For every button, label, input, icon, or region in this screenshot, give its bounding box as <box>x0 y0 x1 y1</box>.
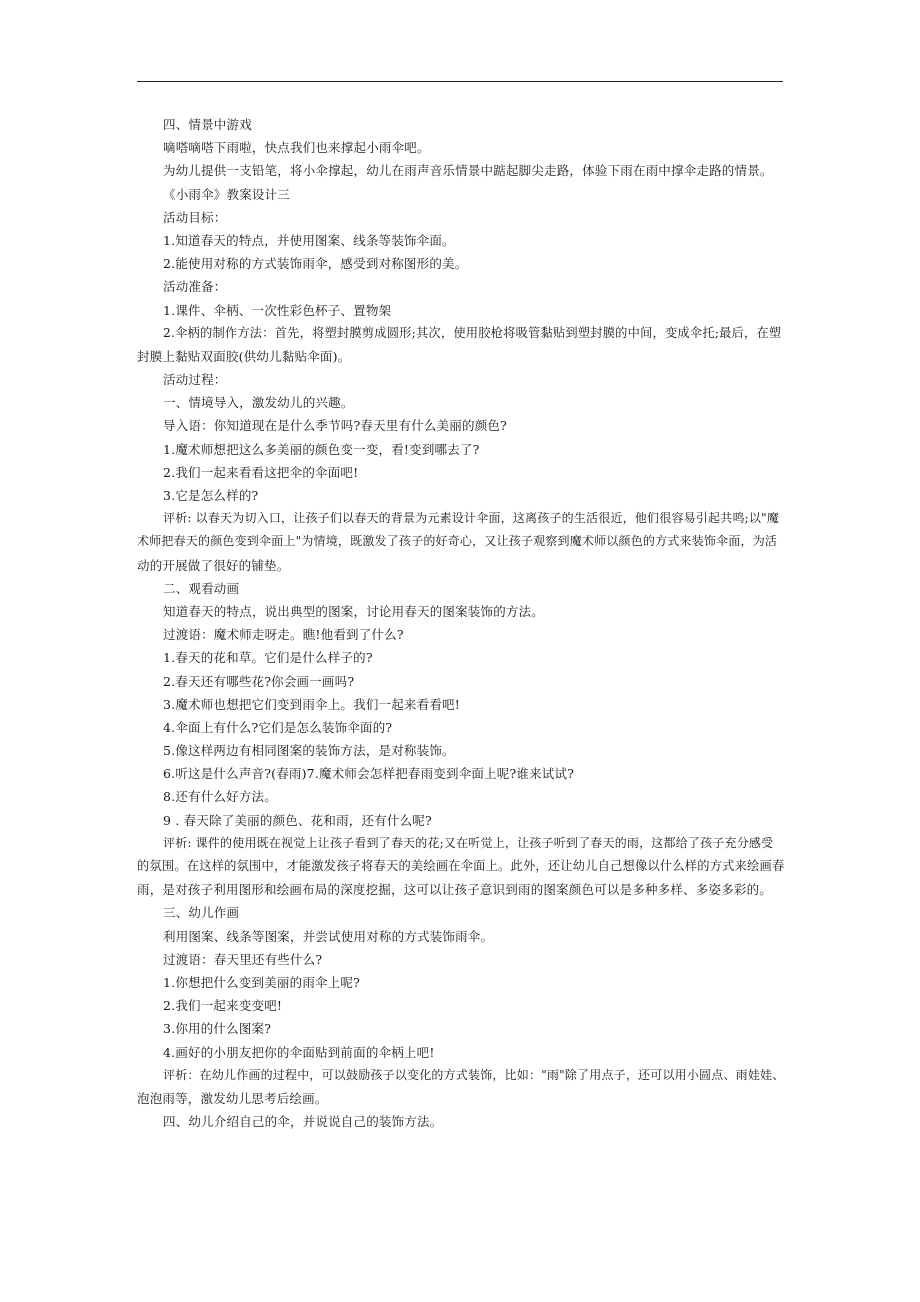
section-heading: 四、情景中游戏 <box>163 117 252 132</box>
text-line: 过渡语：春天里还有些什么? <box>163 951 323 967</box>
text-line: 导入语：你知道现在是什么季节吗?春天里有什么美丽的颜色? <box>163 418 508 434</box>
list-item: 3.它是怎么样的? <box>163 488 259 503</box>
list-item: 1.春天的花和草。它们是什么样子的? <box>163 650 373 666</box>
list-item: 4.伞面上有什么?它们是怎么装饰伞面的? <box>163 719 393 735</box>
comment-continuation: 动的开展做了很好的铺垫。 <box>137 557 290 573</box>
header-rule <box>137 81 783 82</box>
list-item: 6.听这是什么声音?(春雨)7.魔术师会怎样把春雨变到伞面上呢?谁来试试? <box>163 766 575 782</box>
comment-paragraph: 评析：在幼儿作画的过程中，可以鼓励孩子以变化的方式装饰，比如："雨"除了用点子，还可以用小圆点、雨娃娃、 <box>163 1067 785 1082</box>
list-item: 1.你想把什么变到美丽的雨伞上呢? <box>163 974 361 990</box>
document-body <box>137 113 785 1133</box>
list-item: 9 . 春天除了美丽的颜色、花和雨，还有什么呢? <box>163 812 432 828</box>
text-line: 活动准备： <box>163 279 227 295</box>
comment-continuation: 泡泡雨等，激发幼儿思考后绘画。 <box>137 1090 328 1106</box>
text-line: 知道春天的特点，说出典型的图案，讨论用春天的图案装饰的方法。 <box>163 603 545 619</box>
text-line: 过渡语：魔术师走呀走。瞧!他看到了什么? <box>163 627 404 643</box>
section-heading: 四、幼儿介绍自己的伞，并说说自己的装饰方法。 <box>163 1114 443 1130</box>
comment-paragraph: 评析: 以春天为切入口，让孩子们以春天的背景为元素设计伞面，这离孩子的生活很近，他们很容易引起共鸣;以"魔 <box>163 511 780 526</box>
list-item: 1.课件、伞柄、一次性彩色杯子、置物架 <box>163 302 392 318</box>
list-item: 2.伞柄的制作方法：首先，将塑封膜剪成圆形;其次，使用胶枪将吸管黏贴到塑封膜的中间，变成伞托;最后，在塑 <box>163 325 782 340</box>
list-item: 4.画好的小朋友把你的伞面贴到前面的伞柄上吧! <box>163 1044 435 1060</box>
list-item: 2.春天还有哪些花?你会画一画吗? <box>163 673 355 689</box>
list-item: 1.魔术师想把这么多美丽的颜色变一变，看!变到哪去了? <box>163 441 480 457</box>
list-item: 2.我们一起来看看这把伞的伞面吧! <box>163 464 359 480</box>
list-item: 2.我们一起来变变吧! <box>163 998 283 1014</box>
section-heading: 二、观看动画 <box>163 580 240 596</box>
text-line: 利用图案、线条等图案，并尝试使用对称的方式装饰雨伞。 <box>163 928 494 944</box>
text-line: 活动过程： <box>163 372 227 388</box>
comment-paragraph: 评析: 课件的使用既在视觉上让孩子看到了春天的花;又在听觉上，让孩子听到了春天的雨，这都给了孩子充分感受 <box>163 835 774 850</box>
list-item: 3.你用的什么图案? <box>163 1021 272 1037</box>
list-item: 2.能使用对称的方式装饰雨伞，感受到对称图形的美。 <box>163 256 468 272</box>
list-item: 5.像这样两边有相同图案的装饰方法，是对称装饰。 <box>163 743 455 759</box>
text-line: 活动目标： <box>163 209 227 225</box>
list-item: 8.还有什么好方法。 <box>163 789 277 805</box>
text-line: 为幼儿提供一支铅笔，将小伞撑起，幼儿在雨声音乐情景中踮起脚尖走路，体验下雨在雨中撑伞走路的情景。 <box>163 163 773 179</box>
section-heading: 一、情境导入，激发幼儿的兴趣。 <box>163 395 354 411</box>
section-heading: 三、幼儿作画 <box>163 905 240 921</box>
list-item: 3.魔术师也想把它们变到雨伞上。我们一起来看看吧! <box>163 696 460 712</box>
list-item-continuation: 封膜上黏贴双面胶(供幼儿黏贴伞面)。 <box>137 348 351 364</box>
comment-continuation: 术师把春天的颜色变到伞面上"为情境，既激发了孩子的好奇心，又让孩子观察到魔术师以颜色的方式来装饰伞面，为活 <box>137 534 778 549</box>
comment-continuation: 的氛围。在这样的氛围中，才能激发孩子将春天的美绘画在伞面上。此外，还让幼儿自己想像以什么样的方式来绘画春 <box>137 859 785 873</box>
lesson-title: 《小雨伞》教案设计三 <box>163 186 291 202</box>
comment-continuation: 雨，是对孩子利用图形和绘画布局的深度挖掘，这可以让孩子意识到雨的图案颜色可以是多种多样、多姿多彩的。 <box>137 882 773 898</box>
text-line: 嘀嗒嘀嗒下雨啦，快点我们也来撑起小雨伞吧。 <box>163 140 430 156</box>
list-item: 1.知道春天的特点，并使用图案、线条等装饰伞面。 <box>163 232 455 248</box>
